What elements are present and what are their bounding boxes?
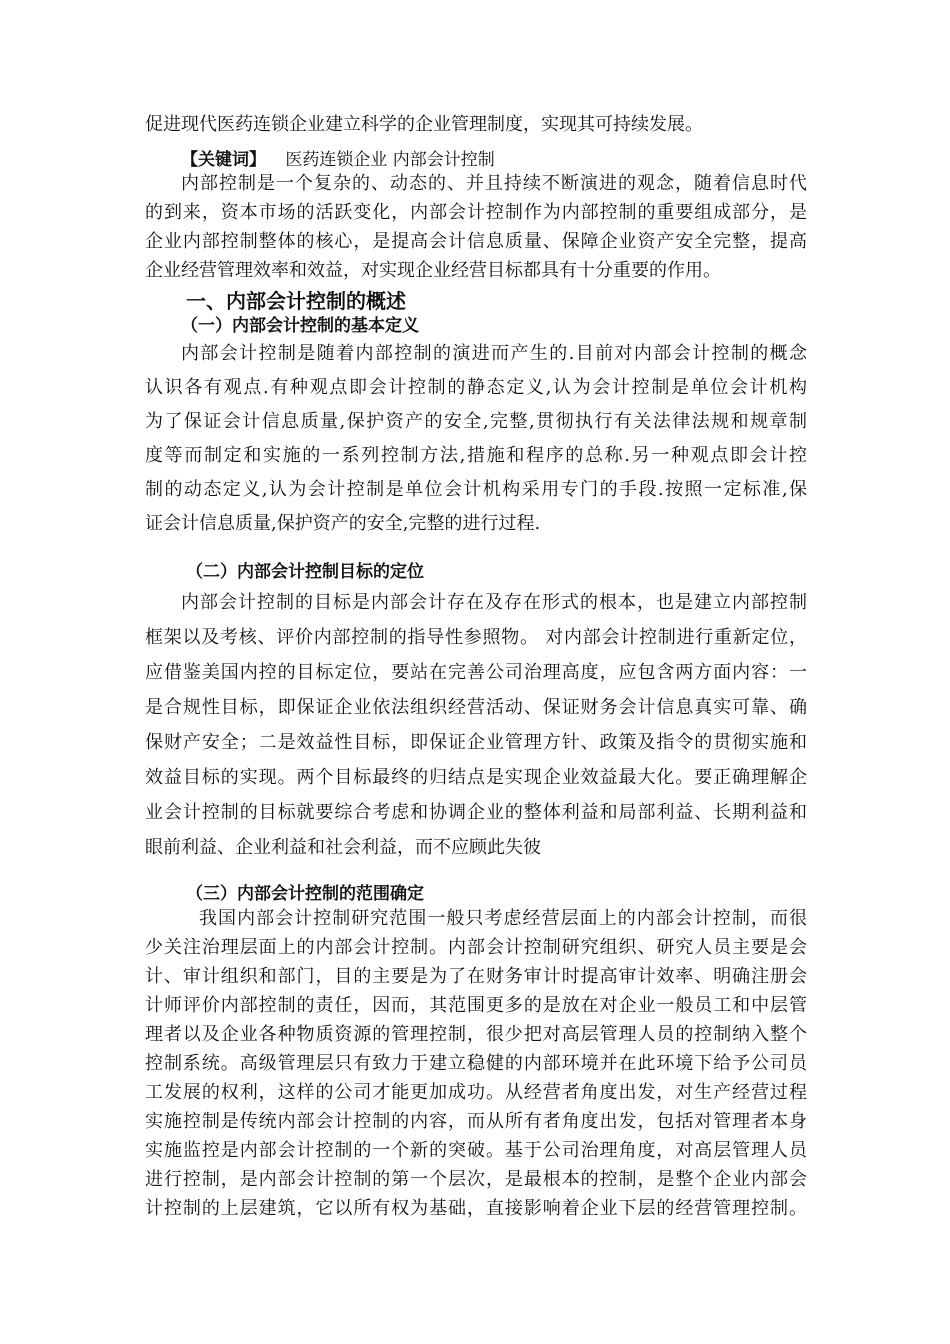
paragraph-line: 保财产安全；二是效益性目标，即保证企业管理方针、政策及指令的贯彻实施和 bbox=[145, 732, 807, 753]
paragraph-line: 进行控制，是内部会计控制的第一个层次，是最根本的控制，是整个企业内部会 bbox=[145, 1169, 807, 1190]
paragraph-line: 实施控制是传统内部会计控制的内容，而从所有者角度出发，包括对管理者本身 bbox=[145, 1111, 807, 1132]
paragraph-line: 框架以及考核、评价内部控制的指导性参照物。 对内部会计控制进行重新定位， bbox=[145, 627, 807, 648]
paragraph-line: 是合规性目标，即保证企业依法组织经营活动、保证财务会计信息真实可靠、确 bbox=[145, 697, 807, 718]
paragraph-line: 应借鉴美国内控的目标定位，要站在完善公司治理高度，应包含两方面内容：一 bbox=[145, 662, 807, 683]
paragraph-line: 效益目标的实现。两个目标最终的归结点是实现企业效益最大化。要正确理解企 bbox=[145, 767, 807, 788]
paragraph-line: 制的动态定义,认为会计控制是单位会计机构采用专门的手段.按照一定标准,保 bbox=[145, 479, 807, 500]
paragraph-line: 计师评价内部控制的责任，因而，其范围更多的是放在对企业一般员工和中层管 bbox=[145, 995, 807, 1016]
paragraph-line: 内部会计控制是随着内部控制的演进而产生的.目前对内部会计控制的概念 bbox=[181, 343, 807, 364]
paragraph-line: 证会计信息质量,保护资产的安全,完整的进行过程. bbox=[145, 513, 541, 534]
paragraph-line: 工发展的权利，这样的公司才能更加成功。从经营者角度出发，对生产经营过程 bbox=[145, 1082, 807, 1103]
paragraph-line: 业会计控制的目标就要综合考虑和协调企业的整体利益和局部利益、长期利益和 bbox=[145, 802, 807, 823]
paragraph-line: 实施监控是内部会计控制的一个新的突破。基于公司治理角度，对高层管理人员 bbox=[145, 1140, 807, 1161]
paragraph-line: 理者以及企业各种物质资源的管理控制，很少把对高层管理人员的控制纳入整个 bbox=[145, 1024, 807, 1045]
paragraph-line: 度等而制定和实施的一系列控制方法,措施和程序的总称.另一种观点即会计控 bbox=[145, 445, 807, 466]
paragraph-line: 计控制的上层建筑，它以所有权为基础，直接影响着企业下层的经营管理控制。 bbox=[145, 1198, 807, 1219]
subsection-heading: （一）内部会计控制的基本定义 bbox=[181, 316, 419, 336]
intro-line: 促进现代医药连锁企业建立科学的企业管理制度，实现其可持续发展。 bbox=[145, 114, 703, 135]
paragraph-line: 内部会计控制的目标是内部会计存在及存在形式的根本，也是建立内部控制 bbox=[181, 592, 807, 613]
section-heading: 一、内部会计控制的概述 bbox=[186, 289, 406, 313]
paragraph-line: 少关注治理层面上的内部会计控制。内部会计控制研究组织、研究人员主要是会 bbox=[145, 937, 807, 958]
subsection-heading: （三）内部会计控制的范围确定 bbox=[186, 884, 424, 904]
abstract-line: 的到来，资本市场的活跃变化，内部会计控制作为内部控制的重要组成部分，是 bbox=[145, 202, 807, 223]
keywords-line bbox=[181, 148, 495, 172]
paragraph-line: 我国内部会计控制研究范围一般只考虑经营层面上的内部会计控制，而很 bbox=[199, 908, 807, 929]
abstract-line: 企业经营管理效率和效益，对实现企业经营目标都具有十分重要的作用。 bbox=[145, 260, 721, 281]
paragraph-line: 控制系统。高级管理层只有致力于建立稳健的内部环境并在此环境下给予公司员 bbox=[145, 1053, 807, 1074]
paragraph-line: 为了保证会计信息质量,保护资产的安全,完整,贯彻执行有关法律法规和规章制 bbox=[145, 411, 807, 432]
paragraph-line: 眼前利益、企业利益和社会利益，而不应顾此失彼 bbox=[145, 837, 541, 858]
paragraph-line: 认识各有观点.有种观点即会计控制的静态定义,认为会计控制是单位会计机构 bbox=[145, 377, 807, 398]
abstract-line: 内部控制是一个复杂的、动态的、并且持续不断演进的观念，随着信息时代 bbox=[181, 173, 807, 194]
paragraph-line: 计、审计组织和部门，目的主要是为了在财务审计时提高审计效率、明确注册会 bbox=[145, 966, 807, 987]
abstract-line: 企业内部控制整体的核心，是提高会计信息质量、保障企业资产安全完整，提高 bbox=[145, 231, 807, 252]
keywords-text: 医药连锁企业 内部会计控制 bbox=[285, 150, 495, 170]
keywords-label: 【关键词】 bbox=[181, 150, 266, 170]
subsection-heading: （二）内部会计控制目标的定位 bbox=[186, 562, 424, 582]
